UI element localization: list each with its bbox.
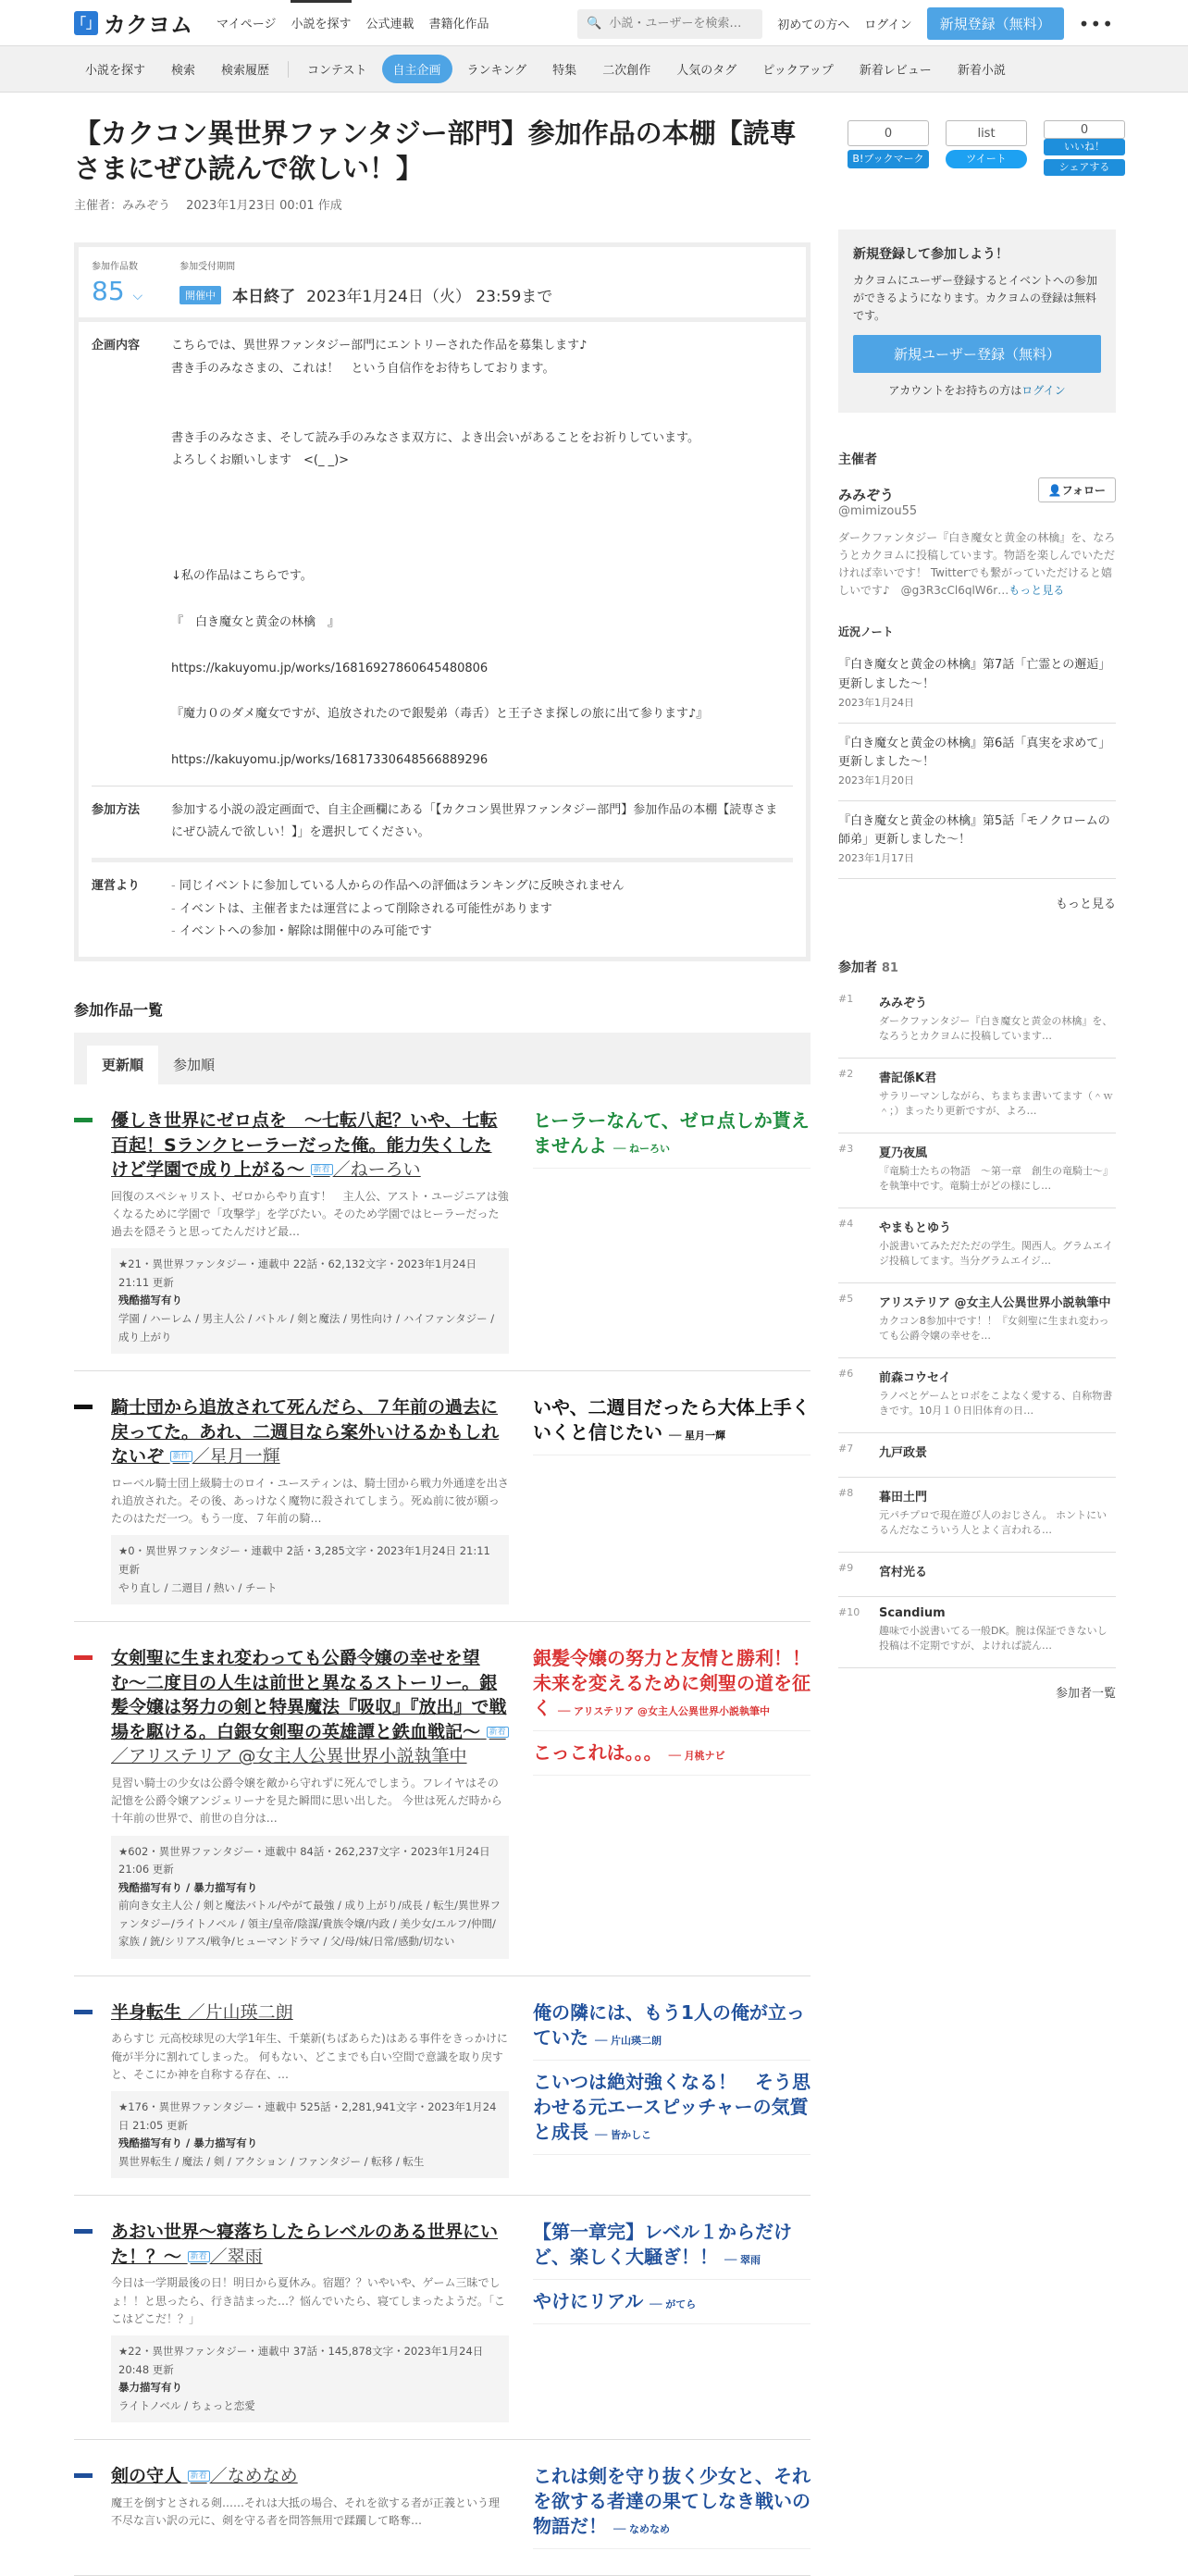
search-box xyxy=(577,9,762,39)
method-label: 参加方法 xyxy=(92,802,141,817)
nav-find-novels[interactable]: 小説を探す xyxy=(291,0,351,46)
subnav-user-event[interactable]: 自主企画 xyxy=(382,55,452,83)
catchphrase[interactable]: ヒーラーなんて、ゼロ点しか貰えませんよ ── ねーろい xyxy=(533,1108,811,1169)
work-color-bar xyxy=(74,1405,93,1409)
count-label: 参加作品数 xyxy=(92,262,138,273)
fb-share-button[interactable]: シェアする xyxy=(1044,159,1125,176)
follow-button[interactable]: 👤フォロー xyxy=(1038,477,1116,502)
participant-item[interactable]: #8 暮田土門 元パチプロで現在遊び人のおじさん。 ホントにいるんだなこういう人とよく言われる… xyxy=(838,1478,1116,1553)
participant-item[interactable]: #10 Scandium 趣味で小説書いてる一般DK。腕は保証できないし投稿は不定期ですが、よければ読ん… xyxy=(838,1597,1116,1668)
work-link-1[interactable]: https://kakuyomu.jp/works/16816927860645480806 xyxy=(171,661,489,675)
work-desc: ローベル騎士団上級騎士のロイ・ユースティンは、騎士団から戦力外通達を出され追放された。その後、あっけなく魔物に殺されてしまう。死ぬ前に彼が願ったのはただ一つ。もう一度、７年前の騎… xyxy=(111,1476,509,1526)
note-item: - イベントは、主催者または運営によって削除される可能性があります xyxy=(171,898,624,922)
side-login-link[interactable]: ログイン xyxy=(1021,383,1066,397)
tweet-button[interactable]: ツイート xyxy=(946,150,1027,168)
participant-item[interactable]: #5 アリステリア @女主人公異世界小説執筆中 カクコン8参加中です！！『女剣聖に生まれ変わっても公爵令嬢の幸せを… xyxy=(838,1283,1116,1358)
participants-more-link[interactable]: 参加者一覧 xyxy=(1055,1686,1116,1701)
notes-title: 近況ノート xyxy=(838,625,894,639)
nav-books[interactable]: 書籍化作品 xyxy=(428,18,489,31)
signup-button[interactable]: 新規ユーザー登録（無料） xyxy=(853,335,1101,373)
work-flags: 残酷描写有り / 暴力描写有り xyxy=(118,1880,258,1894)
host-more-link[interactable]: もっと見る xyxy=(1009,584,1065,598)
work-author[interactable]: ／星月一輝 xyxy=(192,1446,280,1468)
login-link[interactable]: ログイン xyxy=(864,19,912,32)
content-label: 企画内容 xyxy=(92,339,141,353)
work-item xyxy=(74,1084,811,1371)
participant-item[interactable]: #6 前森コウセイ ラノベとゲームとロボをこよなく愛する、自称物書きです。10月１０日旧体育の日… xyxy=(838,1358,1116,1433)
tab-updated[interactable]: 更新順 xyxy=(87,1046,158,1084)
note-item: - 同じイベントに参加している人からの作品への評価はランキングに反映されません xyxy=(171,875,624,898)
note-item[interactable]: 『白き魔女と黄金の林檎』第7話「亡霊との邂逅」更新しました〜！ 2023年1月24日 xyxy=(838,645,1116,723)
content-line: 書き手のみなさま、そして読み手のみなさま双方に、よき出会いがあることをお祈りしています。 xyxy=(171,430,699,445)
host-label: 主催者 xyxy=(838,452,877,467)
participants-title: 参加者 81 xyxy=(838,960,898,975)
subnav-pickup[interactable]: ピックアップ xyxy=(762,64,834,78)
list-count: list xyxy=(946,120,1027,146)
work-link-2[interactable]: https://kakuyomu.jp/works/16817330648566889296 xyxy=(171,752,489,767)
participant-item[interactable]: #7 九戸政景 xyxy=(838,1433,1116,1478)
work-desc: 今日は一学期最後の日！明日から夏休み。宿題？？いやいや、ゲーム三昧でしょ！！と思ったら、行き詰まった…？悩んでいたら、寝てしまったようだ。「ここはどこだ！？」 xyxy=(111,2276,506,2325)
work-color-bar xyxy=(74,2229,93,2234)
new-badge: 新着 xyxy=(188,2251,210,2262)
subnav-history[interactable]: 検索履歴 xyxy=(221,64,270,78)
work-author[interactable]: ／翠雨 xyxy=(209,2246,263,2267)
subnav-feature[interactable]: 特集 xyxy=(552,64,577,78)
content-line: 『 白き魔女と黄金の林檎 』 xyxy=(171,614,340,629)
work-tags[interactable]: 学園 / ハーレム / 男主人公 / バトル / 剣と魔法 / 男性向け / ハイファンタジー / 成り上がり xyxy=(118,1311,495,1344)
work-tags[interactable]: やり直し / 二週目 / 熱い / チート xyxy=(118,1580,278,1594)
participant-item[interactable]: #9 宮村光る xyxy=(838,1553,1116,1597)
work-desc: あらすじ 元高校球児の大学1年生、千葉新(ちばあらた)はある事件をきっかけに俺が半分に割れてしまった。 何もない、どこまでも白い空間で意識を取り戻すと、そこにか神を自称する存在、… xyxy=(111,2032,508,2081)
work-title[interactable]: 半身転生 ／片山瑛二朗 xyxy=(111,2001,293,2023)
notes-label: 運営より xyxy=(92,878,141,893)
work-info: ★21・異世界ファンタジー・連載中 22話・62,132文字・2023年1月24日 21:11 更新 残酷描写有り 学園 / ハーレム / 男主人公 / バトル / 剣と魔法 / 男性向け / ハイファンタジー / 成り上がり xyxy=(111,1248,509,1354)
works-list-title: 参加作品一覧 xyxy=(74,1001,164,1019)
new-badge: 新着 xyxy=(487,1727,509,1738)
event-meta: 主催者：みみぞう 2023年1月23日 00:01 作成 xyxy=(74,199,342,214)
work-author[interactable]: ／なめなめ xyxy=(209,2466,298,2487)
work-title[interactable]: 優しき世界にゼロ点を 〜七転八起？いや、七転百起！Sランクヒーラーだった俺。能力失くしたけど学園で成り上がる〜 新着 ／ねーろい xyxy=(111,1110,498,1181)
work-flags: 暴力描写有り xyxy=(118,2381,182,2395)
register-button[interactable]: 新規登録（無料） xyxy=(927,7,1064,40)
header-nav xyxy=(217,0,489,46)
work-info: ★22・異世界ファンタジー・連載中 37話・145,878文字・2023年1月24日 20:48 更新 暴力描写有り ライトノベル / ちょっと恋愛 xyxy=(111,2335,509,2422)
subnav-fanfic[interactable]: 二次創作 xyxy=(602,64,651,78)
catchphrase[interactable]: 銀髪令嬢の努力と友情と勝利！！ 未来を変えるために剣聖の道を征く ── アリステリア @女主人公異世界小説執筆中 xyxy=(533,1646,811,1731)
event-detail-box xyxy=(74,242,811,961)
work-color-bar xyxy=(74,1118,93,1122)
work-title[interactable]: 剣の守人 新着 ／なめなめ xyxy=(111,2466,298,2487)
content-line: ↓私の作品はこちらです。 xyxy=(171,569,313,584)
host-name[interactable]: みみぞう xyxy=(838,486,895,503)
catchphrase[interactable]: 【第一章完】レベル１からだけど、楽しく大騒ぎ！！ ── 翠雨 xyxy=(533,2220,811,2280)
work-color-bar xyxy=(74,2010,93,2014)
catchphrase[interactable]: 俺の隣には、もう1人の俺が立っていた ── 片山瑛二朗 xyxy=(533,2000,811,2061)
catchphrase[interactable]: やけにリアル ── がてら xyxy=(533,2289,811,2324)
works-tabs xyxy=(74,1033,811,1084)
header xyxy=(0,0,1188,46)
search-input[interactable] xyxy=(609,17,748,31)
content-line: よろしくお願いします <(_ _)> xyxy=(171,453,350,468)
nav-mypage[interactable]: マイページ xyxy=(217,18,277,31)
bookmark-count: 0 xyxy=(848,120,929,146)
subnav-tags[interactable]: 人気のタグ xyxy=(676,64,737,78)
end-date: 2023年1月24日（火） 23:59まで xyxy=(306,288,553,307)
subnav-contest[interactable]: コンテスト xyxy=(307,64,367,78)
method-text: 参加する小説の設定画面で、自主企画欄にある「【カクコン異世界ファンタジー部門】参加作品の本棚【読専さまにぜひ読んで欲しい！】」を選択してください。 xyxy=(171,802,778,840)
page-title: 【カクコン異世界ファンタジー部門】参加作品の本棚【読専さまにぜひ読んで欲しい！】 xyxy=(74,118,797,184)
works-list xyxy=(74,1084,811,2576)
catchphrase[interactable]: これは剣を守り抜く少女と、それを欲する者達の果てしなき戦いの物語だ！ ── なめなめ xyxy=(533,2464,811,2549)
catchphrase[interactable]: こっこれは。。。 ── 月桃ナビ xyxy=(533,1740,811,1776)
work-author[interactable]: ／ねーろい xyxy=(332,1159,421,1181)
host-desc: ダークファンタジー『白き魔女と黄金の林檎』を、なろうとカクヨムに投稿しています。物語を楽しんでいただければ幸いです！ Twitterでも繋がっていただけると嬉しいです♪ @g3R3cCl6qlW6r…もっと見る xyxy=(838,530,1116,598)
status-badge: 開催中 xyxy=(179,286,221,304)
work-author[interactable]: ／アリステリア @女主人公異世界小説執筆中 xyxy=(111,1746,467,1767)
work-title[interactable]: あおい世界～寝落ちしたらレベルのある世界にいた！？～ 新着 ／翠雨 xyxy=(111,2222,499,2267)
end-today: 本日終了 xyxy=(232,288,296,307)
more-menu-icon[interactable]: ••• xyxy=(1078,12,1114,35)
work-item xyxy=(74,1371,811,1622)
subnav-reviews[interactable]: 新着レビュー xyxy=(859,64,932,78)
host-id: @mimizou55 xyxy=(838,503,918,518)
work-tags[interactable]: 前向き女主人公 / 剣と魔法バトル/やがて最強 / 成り上がり/成長 / 転生/異世界ファンタジー/ライトノベル / 領主/皇帝/陰謀/貴族令嬢/内政 / 美少女/エルフ/仲間/家族 / 銃/シリアス/戦争/ヒューマンドラマ / 父/母/妹/日常/感動/切ない xyxy=(118,1899,501,1949)
login-prompt: アカウントをお持ちの方は xyxy=(888,383,1022,397)
signup-title: 新規登録して参加しよう！ xyxy=(853,247,1009,262)
sub-nav xyxy=(0,46,1188,93)
share-buttons xyxy=(848,120,1125,176)
work-info: ★0・異世界ファンタジー・連載中 2話・3,285文字・2023年1月24日 21:11 更新 やり直し / 二週目 / 熱い / チート xyxy=(111,1535,509,1604)
participant-item[interactable]: #2 書記係K君 サラリーマンしながら、ちまちま書いてます（＾ｗ＾；）まったり更新ですが、よろ… xyxy=(838,1059,1116,1133)
catchphrase[interactable]: いや、二週目だったら大体上手くいくと信じたい ── 星月一輝 xyxy=(533,1395,811,1455)
hatena-bookmark-button[interactable]: B!ブックマーク xyxy=(848,150,929,168)
notes-list xyxy=(838,645,1116,879)
participant-item[interactable]: #3 夏乃夜風 『竜騎士たちの物語 〜第一章 創生の竜騎士〜』を執筆中です。竜騎士がどの様にし… xyxy=(838,1133,1116,1208)
content-line: 書き手のみなさまの、これは！ という自信作をお待ちしております。 xyxy=(171,362,555,377)
catchphrase[interactable]: こいつは絶対強くなる！ そう思わせる元エースピッチャーの気質と成長 ── 皆かしこ xyxy=(533,2070,811,2155)
work-tags[interactable]: ライトノベル / ちょっと恋愛 xyxy=(118,2398,255,2412)
content-line: こちらでは、異世界ファンタジー部門にエントリーされた作品を募集します♪ xyxy=(171,339,588,353)
work-flags: 残酷描写有り / 暴力描写有り xyxy=(118,2136,258,2150)
note-item[interactable]: 『白き魔女と黄金の林檎』第5話「モノクロームの師弟」更新しました〜！ 2023年1月17日 xyxy=(838,801,1116,879)
divider xyxy=(288,61,289,78)
signup-box xyxy=(838,229,1116,413)
period-label: 参加受付期間 xyxy=(179,262,236,273)
work-info: ★176・異世界ファンタジー・連載中 525話・2,281,941文字・2023年1月24日 21:05 更新 残酷描写有り / 暴力描写有り 異世界転生 / 魔法 / 剣 / アクション / ファンタジー / 転移 / 転生 xyxy=(111,2091,509,2178)
signup-text: カクヨムにユーザー登録するとイベントへの参加ができるようになります。カクヨムの登録は無料です。 xyxy=(853,274,1098,323)
site-logo[interactable]: 「」 カクヨム xyxy=(72,12,192,38)
add-user-icon: 👤 xyxy=(1047,483,1062,497)
first-time-link[interactable]: 初めての方へ xyxy=(777,19,850,32)
nav-official[interactable]: 公式連載 xyxy=(365,18,415,31)
chevron-down-icon: ⌵ xyxy=(132,289,143,304)
work-desc: 見習い騎士の少女は公爵令嬢を敵から守れずに死んでしまう。フレイヤはその記憶を公爵令嬢アンジェリーナを見た瞬間に思い出した。 今世は死んだ時から十年前の世界で、前世の自分は… xyxy=(111,1777,502,1826)
search-icon[interactable]: 🔍 xyxy=(587,17,602,31)
work-item xyxy=(74,2196,811,2440)
like-button[interactable]: いいね！ xyxy=(1044,139,1125,155)
work-color-bar xyxy=(74,1655,93,1660)
new-badge: 新着 xyxy=(188,2471,210,2482)
subnav-find[interactable]: 小説を探す xyxy=(85,64,146,78)
participant-item[interactable]: #4 やまもとゆう 小説書いてみただただの学生。関西人。グラムエイジ投稿してます。当分グラムエイジ… xyxy=(838,1208,1116,1283)
work-desc: 魔王を倒すとされる剣……それは大抵の場合、それを欲する者が正義という理不尽な言い訳の元に、剣を守る者を問答無用で蹂躙して略奪… xyxy=(111,2496,501,2527)
new-badge: 新着 xyxy=(311,1164,333,1175)
work-color-bar xyxy=(74,2473,93,2478)
subnav-new[interactable]: 新着小説 xyxy=(957,64,1006,78)
work-info: ★602・異世界ファンタジー・連載中 84話・262,237文字・2023年1月24日 21:06 更新 残酷描写有り / 暴力描写有り 前向き女主人公 / 剣と魔法バトル/やがて最強 / 成り上がり/成長 / 転生/異世界ファンタジー/ライトノベル / 領主/皇帝/陰謀/貴族令嬢/内政 / 美少女/エルフ/仲間/家族 / 銃/シリアス/戦争/ヒューマンドラマ / 父/母/妹/日常/感動/切ない xyxy=(111,1836,509,1959)
note-item: - イベントへの参加・解除は開催中のみ可能です xyxy=(171,921,624,944)
participant-item[interactable]: #1 みみぞう ダークファンタジー『白き魔女と黄金の林檎』を、なろうとカクヨムに投稿しています… xyxy=(838,984,1116,1059)
work-item xyxy=(74,2440,811,2576)
work-author[interactable]: ／片山瑛二朗 xyxy=(187,2001,293,2023)
work-tags[interactable]: 異世界転生 / 魔法 / 剣 / アクション / ファンタジー / 転移 / 転生 xyxy=(118,2154,425,2168)
subnav-search[interactable]: 検索 xyxy=(171,64,196,78)
like-count: 0 xyxy=(1044,120,1125,139)
work-desc: 回復のスペシャリスト、ゼロからやり直す！ 主人公、アスト・ユージニアは強くなるために学園で「攻撃学」を学びたい。そのため学園ではヒーラーだった過去を隠そうと思ってたんだけど最… xyxy=(111,1189,509,1239)
logo-mark-icon: 「」 xyxy=(74,11,98,35)
notes-more-link[interactable]: もっと見る xyxy=(1055,897,1116,911)
work-title[interactable]: 騎士団から追放されて死んだら、７年前の過去に戻ってた。あれ、二週目なら案外いけるかもしれないぞ 新作 ／星月一輝 xyxy=(111,1397,500,1468)
participants-list xyxy=(838,984,1116,1668)
work-count[interactable]: 85 ⌵ xyxy=(92,276,143,307)
subnav-ranking[interactable]: ランキング xyxy=(466,64,527,78)
work-item xyxy=(74,1976,811,2196)
work-item xyxy=(74,1622,811,1976)
note-item[interactable]: 『白き魔女と黄金の林檎』第6話「真実を求めて」更新しました〜！ 2023年1月20日 xyxy=(838,724,1116,801)
new-badge: 新作 xyxy=(170,1451,192,1462)
work-title[interactable]: 女剣聖に生まれ変わっても公爵令嬢の幸せを望む〜二度目の人生は前世と異なるストーリー。銀髪令嬢は努力の剣と特異魔法『吸収』『放出』で戦場を駆ける。白銀女剣聖の英雄譚と鉄血戦記〜 新着／アリステリア @女主人公異世界小説執筆中 xyxy=(111,1646,509,1769)
content-line: 『魔力０のダメ魔女ですが、追放されたので銀髪弟（毒舌）と王子さま探しの旅に出て参ります♪』 xyxy=(171,707,709,722)
work-flags: 残酷描写有り xyxy=(118,1294,182,1307)
tab-joined[interactable]: 参加順 xyxy=(173,1057,216,1073)
